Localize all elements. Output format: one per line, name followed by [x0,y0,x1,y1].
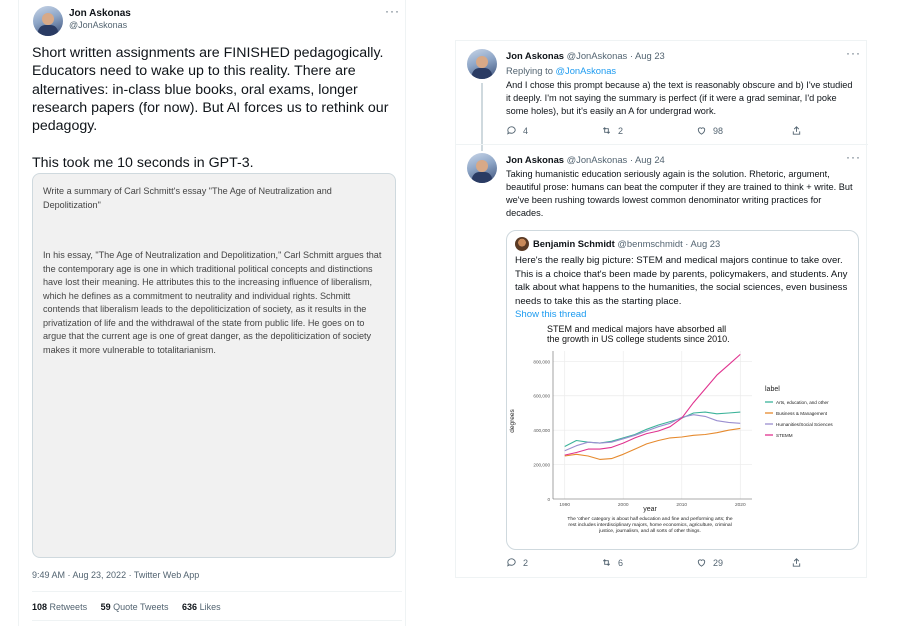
tweet-text: Short written assignments are FINISHED pedagogically. Educators need to wake up to this reality. There are alternatives: in-class blue books, oral exams, longer research papers (for now). But AI forces us to rethink our pedagogy. This took me 10 seconds in GPT-3. [32,45,389,171]
plot-panel [553,351,752,499]
author-avatar[interactable] [467,49,497,79]
chart-legend [765,386,833,438]
author-name[interactable]: Jon Askonas [506,50,565,61]
retweets-stat[interactable] [32,602,87,612]
chart-caption-line1: The 'other' category is about half education and fine and performing arts; the [567,517,733,522]
reply-count: 4 [523,125,529,136]
reply-date[interactable]: Aug 24 [635,154,665,165]
share-icon [791,557,802,568]
legend-label-1: Business & Management [776,410,828,416]
chart-caption-line2: rest includes interdisciplinary majors, home economics, agriculture, criminal [568,523,732,528]
y-axis-label: degrees [509,409,516,433]
reply-actions [506,557,846,571]
share-button[interactable] [791,125,802,136]
share-icon [791,125,802,136]
heart-icon [696,125,707,136]
reply-text: Taking humanistic education seriously again is the solution. Rhetoric, argument, beautiful prose: humans can beat the computer if they are trained to think + write. But we've been rushing towards lowest common denominator writing practices for decades. [506,169,853,218]
quoted-author-avatar[interactable] [515,237,529,251]
heart-icon [696,557,707,568]
like-count: 98 [713,125,724,136]
divider [32,591,402,592]
quoted-author-name[interactable]: Benjamin Schmidt [533,238,615,249]
retweets-label: Retweets [49,602,88,612]
chart-title-line2: the growth in US college students since 2010. [547,334,730,344]
likes-count: 636 [182,602,198,612]
gpt-screenshot[interactable] [32,173,396,558]
main-tweet[interactable] [18,0,406,626]
more-icon[interactable]: ··· [846,150,861,164]
chart-grid [553,351,752,499]
more-icon[interactable]: ··· [846,46,861,60]
y-tick-label: 0 [547,497,550,502]
reply-thread [455,40,867,578]
reply-count: 2 [523,557,529,568]
reply-icon [506,125,517,136]
replying-prefix: Replying to [506,65,553,76]
x-tick-label: 2000 [617,503,629,508]
divider [32,620,402,621]
more-icon[interactable]: ··· [385,4,400,18]
y-tick-label: 600,000 [533,393,550,399]
y-tick-label: 400,000 [533,428,550,434]
reply-button[interactable] [506,557,528,568]
retweet-button[interactable] [601,557,623,568]
reply-header [506,154,665,165]
like-button[interactable] [696,557,723,568]
retweet-icon [601,557,612,568]
replying-to [506,65,616,76]
tweet-timestamp[interactable]: 9:49 AM · Aug 23, 2022 · Twitter Web App [32,570,200,580]
quotes-count: 59 [100,602,111,612]
like-count: 29 [713,557,724,568]
chart-title-line1: STEM and medical majors have absorbed all [547,324,727,334]
retweets-count: 108 [32,602,48,612]
author-name[interactable]: Jon Askonas [506,154,565,165]
gpt-prompt: Write a summary of Carl Schmitt's essay "The Age of Neutralization and Depolitization" [43,186,332,210]
reply-icon [506,557,517,568]
retweet-count: 2 [618,125,624,136]
legend-label-3: STEMM [776,432,793,438]
separator: · [629,50,633,61]
reply-actions [506,125,846,139]
author-avatar[interactable] [467,153,497,183]
reply-date[interactable]: Aug 23 [635,50,665,61]
likes-label: Likes [199,602,221,612]
reply-header [506,50,665,61]
x-tick-label: 2020 [734,503,746,508]
quoted-date[interactable]: Aug 23 [690,238,721,249]
quotes-stat[interactable] [101,602,169,612]
separator: · [629,154,633,165]
y-tick-label: 800,000 [533,359,550,365]
legend-label-2: Humanities/Social Sciences [776,421,833,427]
degrees-chart[interactable] [507,321,859,549]
author-handle[interactable]: @JonAskonas [566,154,628,165]
x-tick-label: 2010 [676,503,688,508]
likes-stat[interactable] [182,602,221,612]
quoted-author-handle[interactable]: @benmschmidt [617,238,683,249]
legend-label-0: Arts, education, and other [776,399,829,405]
share-button[interactable] [791,557,802,568]
retweet-count: 6 [618,557,624,568]
quotes-label: Quote Tweets [113,602,169,612]
replying-to-link[interactable]: @JonAskonas [555,65,617,76]
separator: · [685,238,689,249]
author-handle[interactable]: @JonAskonas [566,50,628,61]
divider [456,144,868,145]
y-tick-label: 200,000 [533,462,550,468]
x-axis-label: year [643,506,657,513]
retweet-button[interactable] [601,125,623,136]
like-button[interactable] [696,125,723,136]
chart-caption-line3: justice, journalism, and all sorts of other things. [599,529,701,534]
reply-button[interactable] [506,125,528,136]
author-handle[interactable]: @JonAskonas [69,20,128,30]
quoted-text: Here's the really big picture: STEM and medical majors continue to take over. This is a choice that's been made by parents, policymakers, and students. Any talk about what happens to the humanities, the social sciences, even business needs to take this as the starting place. [515,255,848,307]
tweet-stats [32,602,232,612]
author-name[interactable]: Jon Askonas [69,8,131,19]
x-tick-label: 1990 [559,503,571,508]
retweet-icon [601,125,612,136]
show-thread-link[interactable]: Show this thread [515,309,587,320]
reply-text: And I chose this prompt because a) the text is reasonably obscure and b) I've studied it deeply. I'm not saying the summary is perfect (if it were a grad seminar, I'd poke some holes), but it's easily an A for undergrad work. [506,80,853,116]
legend-title: label [765,386,780,393]
quoted-header [533,238,720,249]
quoted-tweet[interactable] [506,230,859,550]
gpt-answer: In his essay, "The Age of Neutralization and Depolitization," Carl Schmitt argues that the contemporary age is one in which traditional political concepts and distinctions have lost their meaning. He attributes this to the increasing influence of liberalism, which he defines as a commitment to neutrality and individual rights. Schmitt contends that liberalism leads to the depoliticization of society, as it results in the privatization of life and the withdrawal of the state from public life. He goes on to argue that the current age is one of great danger, as the depoliticization of society makes it more vulnerable to totalitarianism. [43,250,382,355]
author-avatar[interactable] [33,6,63,36]
thread-line [481,83,483,151]
